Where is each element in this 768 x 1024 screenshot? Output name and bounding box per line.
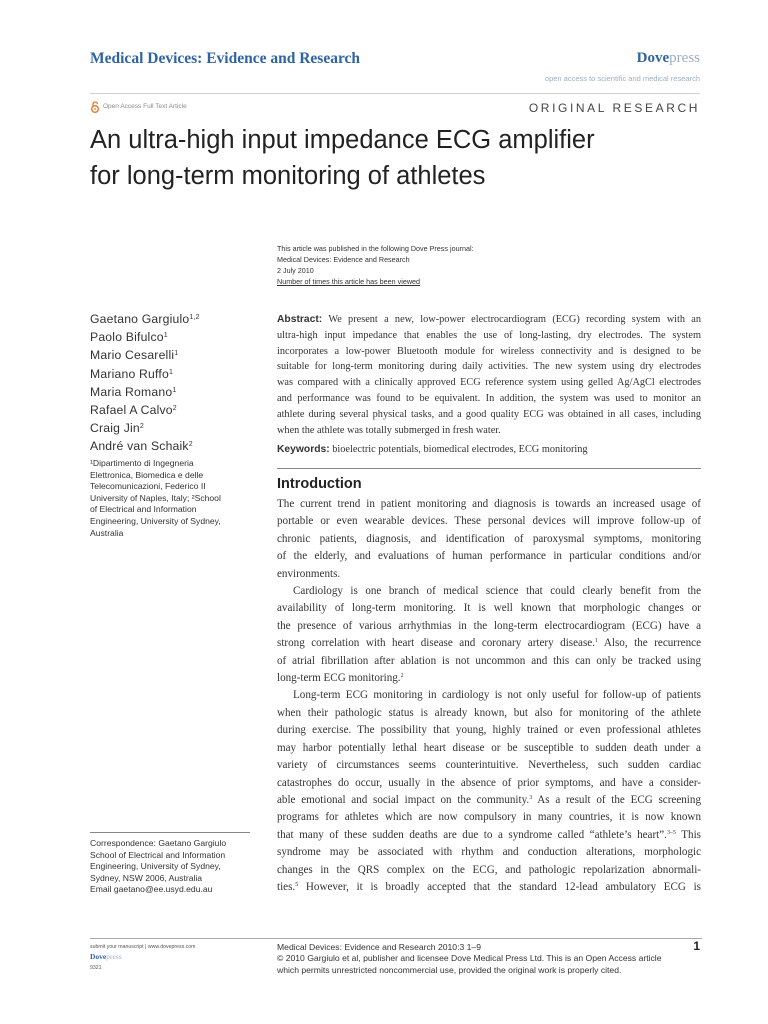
footer-dovepress-logo bbox=[90, 951, 195, 963]
affiliation-marker: 2 bbox=[172, 405, 177, 413]
open-access-icon bbox=[90, 101, 100, 113]
introduction-heading: Introduction bbox=[277, 476, 362, 492]
affiliation-line: of Electrical and Information bbox=[90, 504, 197, 515]
body-line: availability of long-term monitoring. It is well known that morphologic changes or bbox=[277, 602, 701, 615]
body-line: able emotional and social impact on the community.$^3$ As a result of the ECG screening bbox=[277, 793, 701, 806]
citation: Medical Devices: Evidence and Research 2010:3 1–9 bbox=[277, 942, 481, 952]
affiliation-marker: 1 bbox=[168, 368, 174, 376]
affiliation-line: Elettronica, Biomedica e delle bbox=[90, 469, 204, 480]
views-link[interactable]: Number of times this article has been viewed bbox=[277, 277, 421, 286]
header-divider bbox=[90, 93, 700, 94]
abstract-label: Abstract: bbox=[277, 314, 323, 325]
body-line: environments. bbox=[277, 567, 341, 580]
license-line: © 2010 Gargiulo et al, publisher and licensee Dove Medical Press Ltd. This is an Open Access article bbox=[277, 953, 662, 964]
correspondence bbox=[90, 838, 260, 896]
body-line: of atrial fibrillation after ablation is not uncommon and this can only be tracked using bbox=[277, 654, 701, 667]
body-line: Cardiology is one branch of medical science that could clearly benefit from the bbox=[293, 585, 701, 598]
body-line: the presence of various arrhythmias in the long-term electrocardiogram (ECG) have a bbox=[277, 619, 701, 632]
article-type: ORIGINAL RESEARCH bbox=[528, 101, 700, 115]
citation-ref: 1 bbox=[594, 638, 598, 645]
body-line: The current trend in patient monitoring and diagnosis is towards an increased usage of bbox=[277, 498, 701, 510]
body-line: strong correlation with heart disease and coronary artery disease.$^1$ Also, the recurrence bbox=[277, 637, 702, 650]
correspondence-line: Email gaetano@ee.usyd.edu.au bbox=[90, 884, 213, 895]
abstract-line: when the athlete was totally submerged in fresh water. bbox=[277, 424, 501, 436]
body-line: variety of circumstances seems counterintuitive. Nevertheless, such sudden cardiac bbox=[277, 759, 701, 772]
abstract-line: ultra-high input impedance that enables the use of long-lasting, dry electrodes. The system bbox=[277, 329, 701, 341]
body-line: changes in the QRS complex on the ECG, and pathologic repolarization abnormali- bbox=[277, 863, 701, 876]
author-name: Mariano Ruffo$^1$ bbox=[90, 366, 174, 381]
abstract-line: suitable for long-term monitoring during daily activities. The new system using dry electrodes bbox=[277, 361, 701, 373]
correspondence-line: Correspondence: Gaetano Gargiulo bbox=[90, 838, 227, 848]
footer-left bbox=[90, 943, 195, 973]
affiliation-line: University of Naples, Italy; ²School bbox=[90, 492, 221, 503]
citation-ref: 3 bbox=[529, 794, 533, 801]
body-line: ties.$^5$ However, it is broadly accepted that the standard 12-lead ambulatory ECG is bbox=[277, 880, 701, 893]
body-line: during exercise. The possibility that young, highly trained or even professional athletes bbox=[277, 724, 701, 737]
article-title bbox=[90, 122, 710, 194]
publisher-tagline: open access to scientific and medical research bbox=[544, 74, 700, 83]
body-line: programs for athletes which are now compulsory in many countries, it is now known bbox=[277, 811, 701, 824]
body-line: chronic patients, diagnosis, and identification of paroxysmal symptoms, monitoring bbox=[277, 532, 701, 545]
affiliation-line: Australia bbox=[90, 527, 124, 538]
author-list bbox=[90, 310, 200, 456]
footer-divider bbox=[90, 938, 702, 939]
open-access-label: Open Access Full Text Article bbox=[103, 103, 187, 110]
affiliation-marker: 1,2 bbox=[189, 314, 200, 321]
abstract bbox=[277, 312, 701, 438]
brand-dove: Dove bbox=[636, 50, 670, 66]
body-line: when their pathologic status is already known, but also for monitoring of the athlete bbox=[277, 706, 701, 719]
footer-citation bbox=[277, 942, 662, 976]
correspondence-line: Sydney, NSW 2006, Australia bbox=[90, 872, 203, 883]
body-line: portable or even wearable devices. These personal devices will improve follow-up of bbox=[277, 515, 701, 528]
author-name: Craig Jin$^2$ bbox=[90, 421, 144, 436]
submit-manuscript-link[interactable]: submit your manuscript | www.dovepress.com bbox=[90, 944, 196, 950]
citation-ref: 2 bbox=[400, 673, 404, 680]
author-name: Mario Cesarelli$^1$ bbox=[90, 348, 179, 363]
title-line: for long-term monitoring of athletes bbox=[90, 162, 486, 190]
page-number: 1 bbox=[693, 939, 700, 953]
abstract-line: was compared with a clinically approved ECG reference system using gelled Ag/AgCl electrodes bbox=[277, 377, 701, 389]
publication-journal: Medical Devices: Evidence and Research bbox=[277, 255, 410, 264]
introduction-body bbox=[277, 496, 701, 896]
affiliation-marker: 2 bbox=[188, 441, 193, 449]
author-name: Gaetano Gargiulo$^{1,2}$ bbox=[90, 312, 200, 326]
body-line: catastrophes do occur, usually in the absence of prior symptoms, and have a consider- bbox=[277, 776, 701, 789]
brand-press: press bbox=[669, 50, 700, 66]
correspondence-divider bbox=[90, 832, 250, 833]
author-name: André van Schaik$^2$ bbox=[90, 439, 193, 454]
affiliation-marker: 2 bbox=[139, 423, 144, 431]
author-name: Maria Romano$^1$ bbox=[90, 384, 177, 399]
footer-brand-press: press bbox=[106, 952, 122, 961]
abstract-line: athlete during several physical tasks, and a good quality ECG was obtained in all cases, including bbox=[277, 408, 701, 420]
correspondence-line: School of Electrical and Information bbox=[90, 849, 226, 860]
publication-info bbox=[277, 243, 474, 287]
abstract-line: and performance was found to be equivalent. In addition, the system was used to monitor an bbox=[277, 392, 701, 404]
body-line: syndrome may be associated with rhythm and conduction alterations, morphologic bbox=[277, 846, 701, 859]
keywords bbox=[277, 442, 701, 458]
keywords-label: Keywords: bbox=[277, 444, 330, 455]
affiliation-marker: 1 bbox=[163, 332, 168, 340]
affiliations bbox=[90, 458, 250, 539]
citation-ref: 5 bbox=[295, 881, 299, 888]
author-name: Rafael A Calvo$^2$ bbox=[90, 403, 177, 418]
dovepress-logo bbox=[637, 50, 700, 67]
body-line: that many of these sudden deaths are due to a syndrome called “athlete’s heart”.$^{3-5}$ This bbox=[277, 828, 701, 841]
publication-notice: This article was published in the following Dove Press journal: bbox=[277, 244, 474, 253]
body-line: may harbor potentially lethal heart disease or be susceptible to sudden death under a bbox=[277, 741, 701, 754]
abstract-line: incorporates a low-power Bluetooth module for wireless connectivity and is designed to be bbox=[277, 345, 701, 357]
title-line: An ultra-high input impedance ECG amplifier bbox=[90, 126, 595, 154]
publication-date: 2 July 2010 bbox=[277, 266, 314, 275]
correspondence-line: Engineering, University of Sydney, bbox=[90, 861, 221, 872]
affiliation-line: Engineering, University of Sydney, bbox=[90, 515, 221, 526]
keywords-text: bioelectric potentials, biomedical electrodes, ECG monitoring bbox=[332, 444, 588, 455]
affiliation-line: ¹Dipartimento di Ingegneria bbox=[90, 458, 194, 468]
body-line: Long-term ECG monitoring in cardiology is not only useful for follow-up of patients bbox=[293, 689, 701, 702]
journal-name: Medical Devices: Evidence and Research bbox=[90, 50, 361, 67]
citation-ref: 3–5 bbox=[666, 829, 676, 836]
footer-brand-dove: Dove bbox=[90, 952, 107, 961]
body-line: of the elderly, and evaluations of human performance in particular conditions and/or bbox=[277, 550, 701, 563]
body-line: long-term ECG monitoring.$^2$ bbox=[277, 672, 404, 685]
affiliation-marker: 1 bbox=[172, 386, 177, 394]
affiliation-line: Telecomunicazioni, Federico II bbox=[90, 481, 206, 492]
article-code: 9321 bbox=[90, 965, 102, 971]
author-name: Paolo Bifulco$^1$ bbox=[90, 330, 168, 345]
abstract-line: Abstract: We present a new, low-power electrocardiogram (ECG) recording system with an bbox=[277, 314, 702, 325]
affiliation-marker: 1 bbox=[174, 350, 179, 358]
abstract-divider bbox=[277, 468, 701, 469]
license-line: which permits unrestricted noncommercial use, provided the original work is properly cited. bbox=[277, 964, 622, 975]
